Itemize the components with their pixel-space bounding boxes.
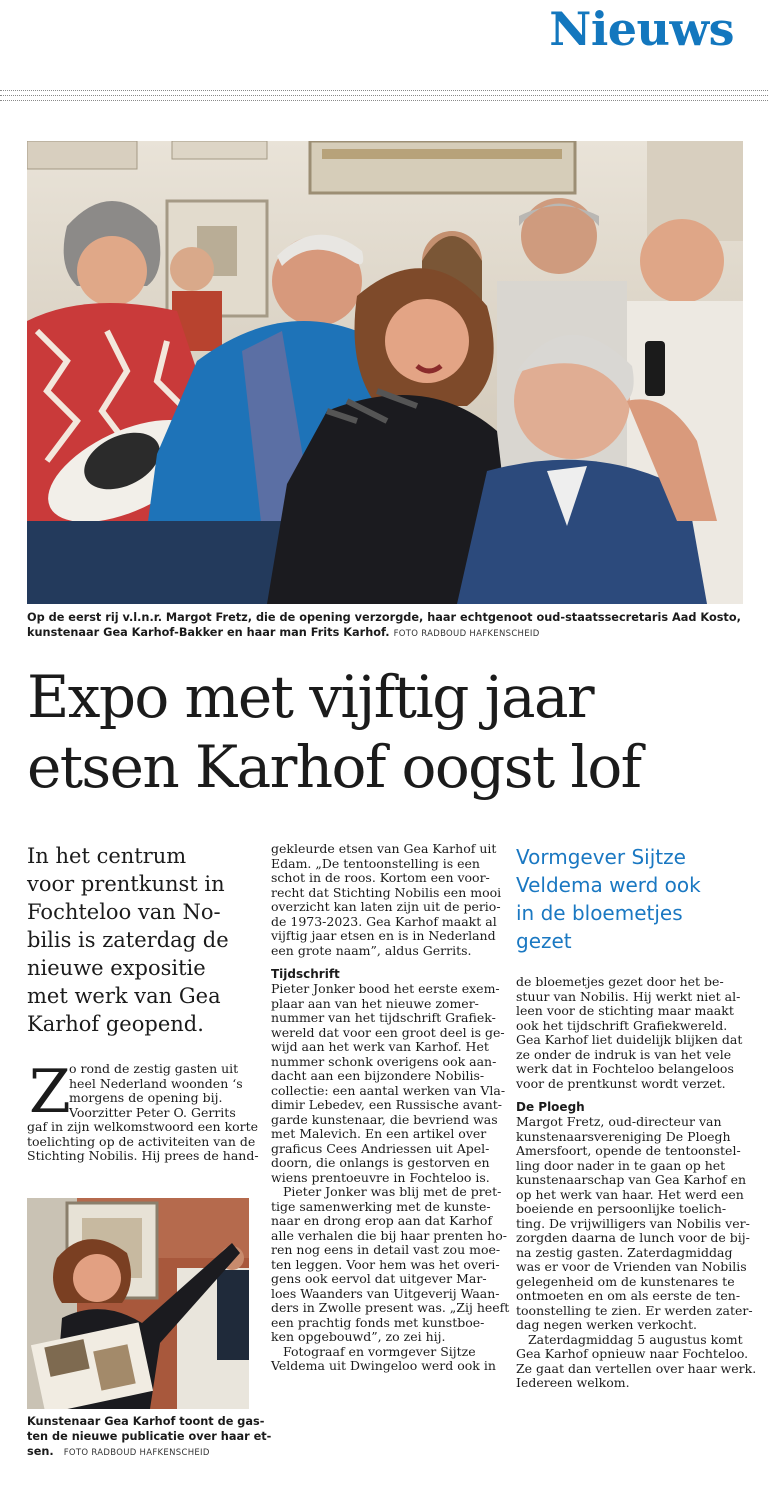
text-line: gekleurde etsen van Gea Karhof uit: [271, 841, 497, 856]
text-line: Voorzitter Peter O. Gerrits: [69, 1104, 236, 1120]
intro-line: met werk van Gea: [27, 984, 221, 1008]
drop-cap: Z: [29, 1057, 71, 1127]
text-line: Gea Karhof opnieuw naar Fochteloo.: [516, 1346, 749, 1361]
text-line: Fotograaf en vormgever Sijtze: [283, 1343, 476, 1359]
text-line: ken opgebouwd”, zo zei hij.: [271, 1329, 446, 1344]
intro-line: Karhof geopend.: [27, 1012, 204, 1036]
quote-line: Vormgever Sijtze: [516, 845, 686, 869]
paragraph: [271, 1345, 501, 1374]
paragraph: [516, 1114, 753, 1333]
text-line: na zestig gasten. Zaterdagmiddag: [516, 1244, 733, 1260]
intro-line: bilis is zaterdag de: [27, 928, 229, 952]
text-line: leen voor de stichting maar maakt: [516, 1003, 734, 1018]
text-line: zorgden daarna de lunch voor de bij-: [516, 1230, 750, 1245]
text-line: gens ook eervol dat uitgever Mar-: [271, 1271, 487, 1286]
text-line: doorn, die onlangs is gestorven en: [271, 1155, 490, 1170]
subhead: Tijdschrift: [271, 967, 340, 981]
text-line: was er voor de Vrienden van Nobilis: [516, 1259, 747, 1274]
text-line: schot in de roos. Kortom een voor-: [271, 870, 490, 885]
headline-line: Expo met vijftig jaar: [27, 663, 594, 731]
text-line: een prachtig fonds met kunstboe-: [271, 1314, 485, 1330]
text-line: wereld dat voor een groot deel is ge-: [271, 1024, 505, 1040]
text-line: Ze gaat dan vertellen over haar werk.: [516, 1360, 757, 1376]
text-line: Veldema uit Dwingeloo werd ook in: [271, 1358, 496, 1373]
text-line: ook het tijdschrift Grafiekwereld.: [516, 1017, 728, 1033]
text-line: overzicht kan laten zijn uit de perio-: [271, 899, 501, 914]
text-line: vijftig jaar etsen en is in Nederland: [271, 928, 496, 943]
text-line: heel Nederland woonden ‘s: [69, 1075, 243, 1091]
text-line: ders in Zwolle present was. „Zij heeft: [271, 1300, 510, 1315]
text-line: kunstenaarsvereniging De Ploegh: [516, 1128, 731, 1144]
first-paragraph: [27, 1057, 259, 1164]
text-line: ting. De vrijwilligers van Nobilis ver-: [516, 1215, 750, 1231]
text-line: collectie: een aantal werken van Vla-: [271, 1082, 506, 1098]
text-line: loes Waanders van Uitgeverij Waan-: [271, 1285, 500, 1301]
caption-line: ten de nieuwe publicatie over haar et-: [27, 1430, 272, 1443]
column-2: [271, 841, 510, 1374]
text-line: dag negen werken verkocht.: [516, 1317, 697, 1332]
intro-line: voor prentkunst in: [27, 872, 225, 896]
photo-caption: [27, 610, 747, 642]
main-photo: [27, 141, 743, 604]
text-line: Amersfoort, opende de tentoonstel-: [516, 1143, 741, 1158]
text-line: toonstelling te zien. Er werden zater-: [516, 1302, 753, 1318]
text-line: Margot Fretz, oud-directeur van: [516, 1114, 722, 1129]
text-line: voor de prentkunst wordt verzet.: [516, 1075, 726, 1091]
text-line: werk dat in Fochteloo belangeloos: [516, 1061, 734, 1076]
caption-line: sen.: [27, 1445, 54, 1458]
dotted-rule: [0, 95, 768, 96]
text-line: Pieter Jonker bood het eerste exem-: [271, 981, 500, 996]
text-line: nummer van het tijdschrift Grafiek-: [271, 1010, 496, 1025]
text-line: de bloemetjes gezet door het be-: [516, 974, 724, 989]
quote-line: gezet: [516, 929, 572, 953]
text-line: ze onder de indruk is van het vele: [516, 1046, 732, 1062]
text-line: recht dat Stichting Nobilis een mooi: [271, 884, 502, 900]
section-label: Nieuws: [549, 2, 734, 56]
quote-line: Veldema werd ook: [516, 873, 701, 897]
subhead: De Ploegh: [516, 1100, 585, 1114]
text-line: ren nog eens in detail vast zou moe-: [271, 1242, 501, 1257]
text-line: Edam. „De tentoonstelling is een: [271, 855, 480, 871]
headline-line: etsen Karhof oogst lof: [27, 733, 641, 801]
text-line: stuur van Nobilis. Hij werkt niet al-: [516, 988, 741, 1004]
text-line: tige samenwerking met de kunste-: [271, 1198, 491, 1214]
small-photo-caption: [27, 1414, 272, 1461]
photo-caption-text: Op de eerst rij v.l.n.r. Margot Fretz, die de opening verzorgde, haar echtgenoot oud-staatssecretaris Aad Kosto, kunstenaar Gea Karhof-Bakker en haar man Frits Karhof.: [27, 611, 741, 639]
small-photo: [27, 1198, 249, 1409]
text-line: gaf in zijn welkomstwoord een korte: [27, 1119, 259, 1134]
photo-credit: FOTO RADBOUD HAFKENSCHEID: [393, 629, 540, 639]
text-line: Gea Karhof liet duidelijk blijken dat: [516, 1032, 743, 1047]
text-line: wijd aan het werk van Karhof. Het: [271, 1039, 489, 1054]
text-line: Iedereen welkom.: [516, 1375, 630, 1390]
text-line: ten leggen. Voor hem was het overi-: [271, 1256, 500, 1272]
text-line: gelegenheid om de kunstenares te: [516, 1273, 735, 1289]
paragraph: [271, 842, 501, 958]
paragraph: [271, 981, 506, 1185]
intro-line: Fochteloo van No-: [27, 900, 221, 924]
quote-line: in de bloemetjes: [516, 901, 683, 925]
caption-line: Kunstenaar Gea Karhof toont de gas-: [27, 1415, 265, 1428]
pull-quote: [516, 843, 756, 955]
intro-line: nieuwe expositie: [27, 956, 206, 980]
text-line: wiens prentoeuvre in Fochteloo is.: [271, 1169, 490, 1185]
text-line: ling door nader in te gaan op het: [516, 1157, 726, 1173]
headline: [27, 662, 757, 802]
paragraph: [271, 1184, 510, 1345]
text-line: alle verhalen die bij haar prenten ho-: [271, 1227, 507, 1243]
text-line: Stichting Nobilis. Hij prees de hand-: [27, 1148, 259, 1163]
photo-credit: FOTO RADBOUD HAFKENSCHEID: [63, 1448, 210, 1458]
text-line: Pieter Jonker was blij met de pret-: [283, 1184, 502, 1199]
text-line: naar en drong erop aan dat Karhof: [271, 1213, 493, 1228]
dotted-rule: [0, 90, 768, 91]
text-line: plaar aan van het nieuwe zomer-: [271, 995, 479, 1011]
text-line: garde kunstenaar, die bevriend was: [271, 1111, 498, 1127]
text-line: een grote naam”, aldus Gerrits.: [271, 942, 472, 958]
text-line: Zaterdagmiddag 5 augustus komt: [528, 1331, 743, 1347]
text-line: boeiende en persoonlijke toelich-: [516, 1201, 727, 1216]
text-line: morgens de opening bij.: [69, 1090, 223, 1105]
dotted-rule: [0, 100, 768, 101]
text-line: kunstenaarschap van Gea Karhof en: [516, 1172, 747, 1187]
text-line: de 1973-2023. Gea Karhof maakt al: [271, 913, 497, 929]
text-line: toelichting op de activiteiten van de: [27, 1133, 256, 1149]
intro-text: [27, 842, 255, 1038]
text-line: op het werk van haar. Het werd een: [516, 1186, 744, 1202]
paragraph: [516, 975, 748, 1091]
text-line: o rond de zestig gasten uit: [69, 1061, 239, 1076]
text-line: dacht aan een bijzondere Nobilis-: [271, 1068, 485, 1083]
paragraph: [516, 1331, 757, 1391]
text-line: graficus Cees Andriessen uit Apel-: [271, 1140, 490, 1156]
text-line: dimir Lebedev, een Russische avant-: [271, 1097, 503, 1112]
text-line: ontmoeten en om als eerste de ten-: [516, 1288, 741, 1303]
text-line: nummer schonk overigens ook aan-: [271, 1053, 497, 1069]
intro-line: In het centrum: [27, 844, 187, 868]
column-3: [516, 974, 757, 1391]
text-line: met Malevich. En een artikel over: [271, 1126, 487, 1141]
